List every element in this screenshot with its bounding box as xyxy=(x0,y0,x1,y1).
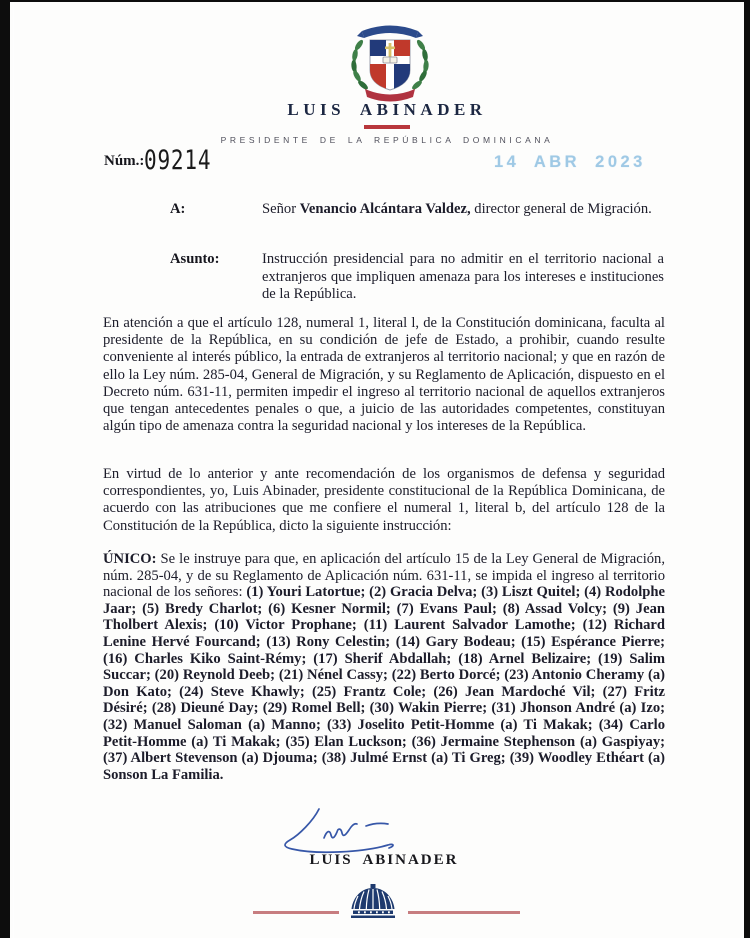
subject-label: Asunto: xyxy=(170,251,220,267)
body-paragraph-unico xyxy=(103,551,665,783)
recipient-block xyxy=(170,201,664,219)
letterhead-name: LUIS ABINADER xyxy=(287,100,487,119)
body-paragraph-1: En atención a que el artículo 128, numeral 1, literal l, de la Constitución dominicana, faculta al presidente de la República, en su condición de jefe de Estado, a prohibir, cuando resulte conveniente al interés público, la entrada de extranjeros al territorio nacional; y que en razón de ello la Ley núm. 285-04, General de Migración, y su Reglamento de Aplicación, dispuesto en el Decreto núm. 631-11, permiten impedir el ingreso al territorio nacional de aquellos extranjeros que tengan antecedentes penales o que, a juicio de las autoridades competentes, constituyan algún tipo de amenaza contra la seguridad nacional y los intereses de la República. xyxy=(103,315,665,435)
letterhead-red-rule xyxy=(364,125,410,129)
banned-persons-list: (1) Youri Latortue; (2) Gracia Delva; (3) Liszt Quitel; (4) Rodolphe Jaar; (5) Bredy Charlot; (6) Kesner Normil; (7) Evans Paul; (8) Assad Volcy; (9) Jean Tholbert Alexis; (10) Victor Prophane; (11) Laurent Salvador Lamothe; (12) Richard Lenine Hervé Fourcand; (13) Rony Celestin; (14) Gary Bodeau; (15) Espérance Pierre; (16) Charles Kiko Saint-Rémy; (17) Sherif Abdallah; (18) Arnel Belizaire; (19) Salim Succar; (20) Reynold Deeb; (21) Nénel Cassy; (22) Berto Dorcé; (23) Antonio Cheramy (a) Don Kato; (24) Steve Khawly; (25) Frantz Cole; (26) Jean Mardoché Vil; (27) Fritz Désiré; (28) Dieuné Day; (29) Romel Bell; (30) Wakin Pierre; (31) Jhonson André (a) Izo; (32) Manuel Saloman (a) Manno; (33) Joselito Petit-Homme (a) Ti Makak; (34) Carlo Petit-Homme (a) Ti Makak; (35) Elan Luckson; (36) Jermaine Stephenson (a) Gaspiyay; (37) Albert Stevenson (a) Djouma; (38) Julmé Ernst (a) Ti Greg; (39) Woodley Ethéart (a) Sonson La Familia. xyxy=(103,584,665,783)
recipient-value xyxy=(262,201,664,219)
capitol-dome-icon xyxy=(347,884,399,920)
subject-block xyxy=(170,251,664,304)
footer-rule-left xyxy=(253,911,339,914)
letterhead-title: PRESIDENTE DE LA REPÚBLICA DOMINICANA xyxy=(220,135,554,145)
scan-edge-line xyxy=(13,2,14,938)
unico-intro: Se le instruye para que, en aplicación del artículo 15 de la Ley General de Migración, núm. 285-04, y de su Reglamento de Aplicación núm. 631-11, se impida el ingreso al territorio nacional de los señores: xyxy=(103,551,665,601)
document-number xyxy=(104,146,231,176)
document-number-stamp: 09214 xyxy=(144,145,212,176)
recipient-name: Venancio Alcántara Valdez, xyxy=(299,201,471,217)
body-paragraph-2: En virtud de lo anterior y ante recomendación de los organismos de defensa y seguridad correspondientes, yo, Luis Abinader, presidente constitucional de la República Dominicana, de acuerdo con las atribuciones que me confiere el numeral 1, literal b, del artículo 128 de la Constitución de la República, dicto la siguiente instrucción: xyxy=(103,466,665,534)
document-page xyxy=(10,2,744,938)
unico-label: ÚNICO: xyxy=(103,551,157,567)
footer-rule-right xyxy=(408,911,520,914)
signatory-name: LUIS ABINADER xyxy=(309,852,459,868)
recipient-suffix: director general de Migración. xyxy=(470,201,652,217)
date-received-stamp: 14 ABR 2023 xyxy=(494,153,646,171)
document-number-label: Núm.: xyxy=(104,153,145,169)
recipient-label: A: xyxy=(170,201,186,217)
recipient-prefix: Señor xyxy=(262,201,300,217)
dominican-coat-of-arms-icon xyxy=(340,17,440,111)
subject-value: Instrucción presidencial para no admitir en el territorio nacional a extranjeros que impliquen amenaza para los intereses e instituciones de la República. xyxy=(262,251,664,303)
